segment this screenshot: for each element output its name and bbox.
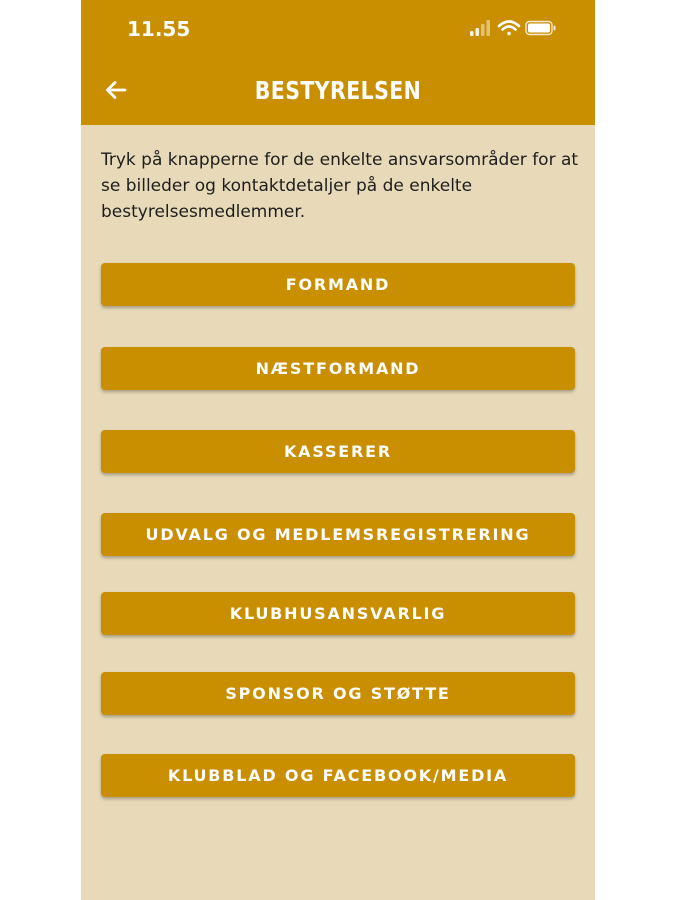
app-bar [81, 0, 595, 125]
sponsor-stoette-button[interactable]: SPONSOR OG STØTTE [101, 672, 575, 715]
udvalg-medlemsregistrering-button[interactable]: UDVALG OG MEDLEMSREGISTRERING [101, 513, 575, 556]
status-icons [468, 18, 568, 38]
phone-screen [81, 0, 595, 900]
page-title: BESTYRELSEN [254, 76, 422, 105]
signal-icon [470, 20, 490, 36]
back-button[interactable] [103, 77, 129, 103]
kasserer-button[interactable]: KASSERER [101, 430, 575, 473]
arrow-left-icon [103, 77, 129, 103]
status-time: 11.55 [127, 17, 191, 41]
status-icons-svg [468, 18, 568, 38]
battery-icon [526, 22, 556, 35]
klubhusansvarlig-button[interactable]: KLUBHUSANSVARLIG [101, 592, 575, 635]
klubblad-facebook-media-button[interactable]: KLUBBLAD OG FACEBOOK/MEDIA [101, 754, 575, 797]
naestformand-button[interactable]: NÆSTFORMAND [101, 347, 575, 390]
formand-button[interactable]: FORMAND [101, 263, 575, 306]
intro-text: Tryk på knapperne for de enkelte ansvarsområder for at se billeder og kontaktdetaljer på de enkelte bestyrelsesmedlemmer. [101, 150, 579, 222]
wifi-icon [499, 22, 519, 36]
